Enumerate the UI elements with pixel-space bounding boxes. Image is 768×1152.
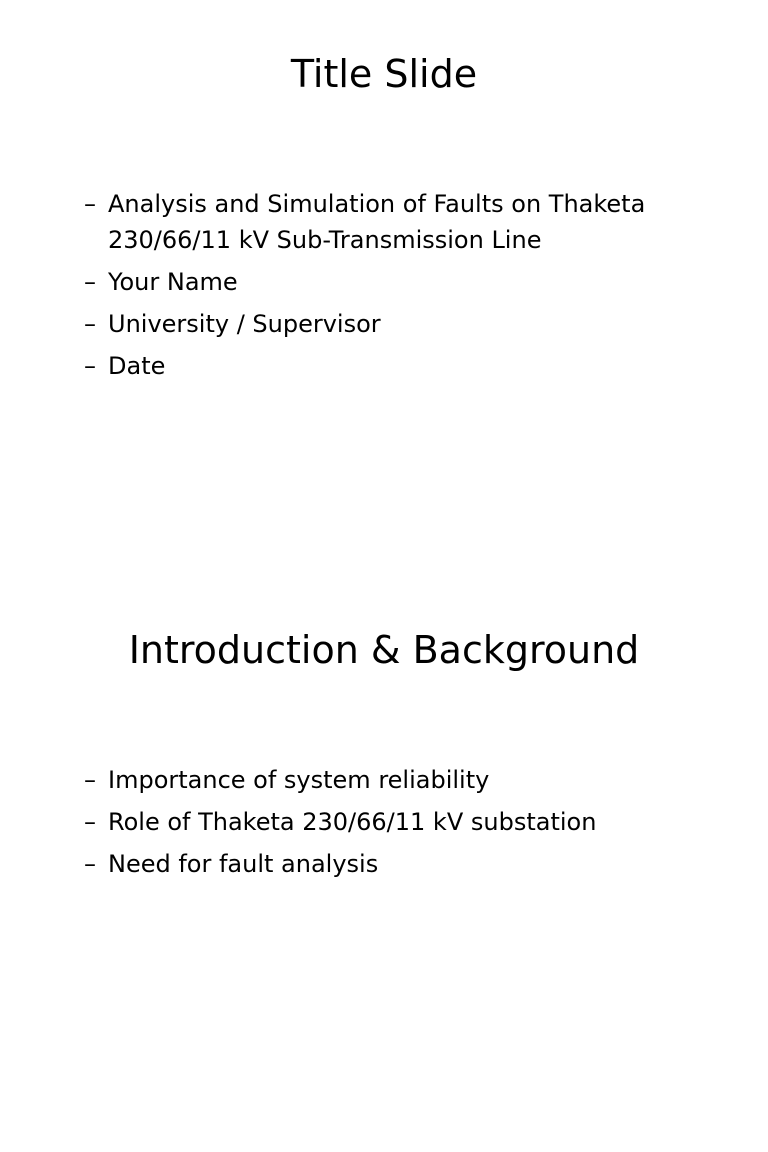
slide-title: Introduction & Background — [128, 628, 640, 672]
bullet-marker: – — [84, 310, 96, 338]
bullet-text: University / Supervisor — [108, 310, 381, 338]
bullet-item — [84, 846, 684, 882]
bullet-item — [84, 804, 684, 840]
bullet-item — [84, 306, 684, 342]
bullet-marker: – — [84, 808, 96, 836]
bullet-text: Date — [108, 352, 166, 380]
bullet-item — [84, 762, 684, 798]
bullet-text: Role of Thaketa 230/66/11 kV substation — [108, 808, 597, 836]
bullet-item — [84, 264, 684, 300]
bullet-marker: – — [84, 190, 96, 218]
bullet-marker: – — [84, 850, 96, 878]
bullet-text: Need for fault analysis — [108, 850, 379, 878]
bullet-text: Analysis and Simulation of Faults on Thaketa 230/66/11 kV Sub-Transmission Line — [108, 190, 646, 254]
bullet-marker: – — [84, 352, 96, 380]
bullet-text: Importance of system reliability — [108, 766, 490, 794]
slide-title: Title Slide — [290, 52, 478, 96]
bullet-list — [84, 186, 684, 390]
bullet-item — [84, 186, 684, 258]
bullet-text: Your Name — [108, 268, 238, 296]
bullet-list — [84, 762, 684, 888]
slide-2 — [0, 576, 768, 1152]
bullet-marker: – — [84, 268, 96, 296]
bullet-marker: – — [84, 766, 96, 794]
bullet-item — [84, 348, 684, 384]
